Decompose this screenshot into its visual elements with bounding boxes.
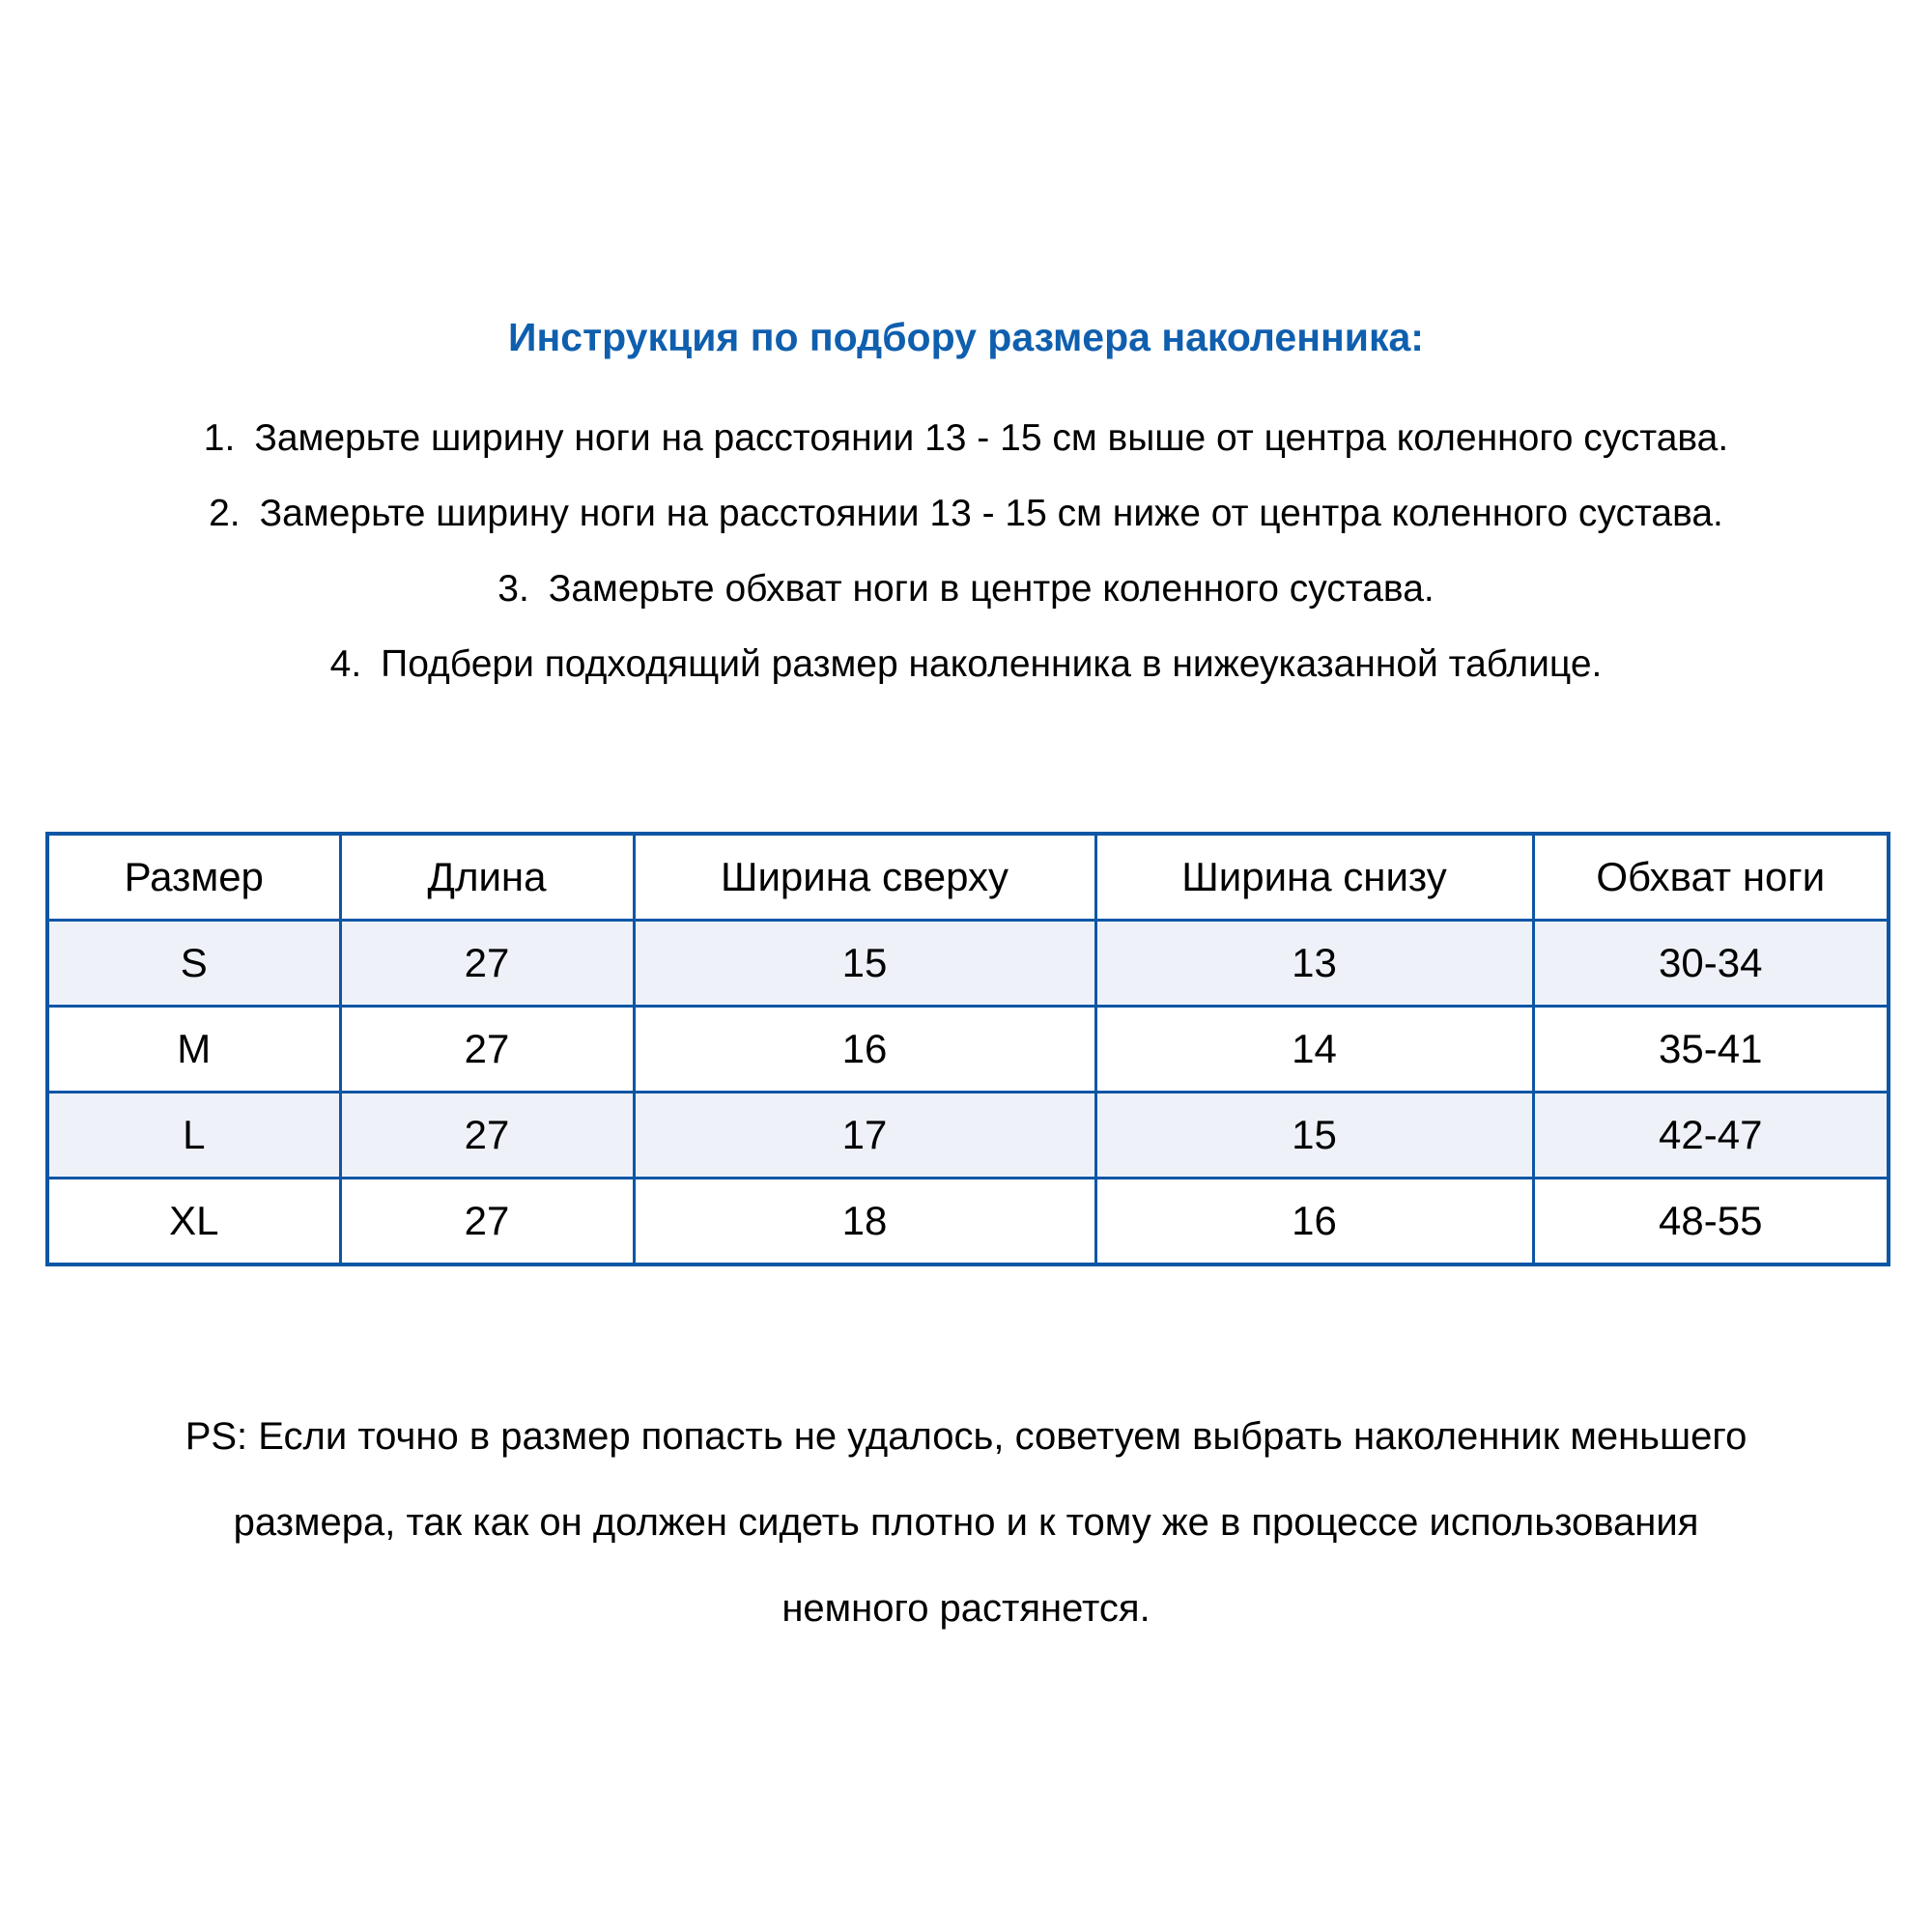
list-item — [0, 401, 1932, 476]
table-cell: M — [47, 1007, 340, 1093]
ps-line: немного растянется. — [781, 1587, 1151, 1630]
table-cell: L — [47, 1093, 340, 1179]
table-cell: S — [47, 921, 340, 1007]
table-cell: 35-41 — [1533, 1007, 1889, 1093]
list-item — [0, 627, 1932, 702]
table-cell: 13 — [1095, 921, 1533, 1007]
table-cell: 14 — [1095, 1007, 1533, 1093]
table-cell: 27 — [340, 921, 634, 1007]
list-item-text: Подбери подходящий размер наколенника в нижеуказанной таблице. — [381, 643, 1603, 685]
table-header-cell: Ширина сверху — [634, 834, 1095, 921]
table-cell: 27 — [340, 1179, 634, 1265]
table-row — [47, 921, 1889, 1007]
table-cell: 42-47 — [1533, 1093, 1889, 1179]
table-cell: 17 — [634, 1093, 1095, 1179]
table-header-cell: Длина — [340, 834, 634, 921]
list-item-text: Замерьте ширину ноги на расстоянии 13 - 15 см ниже от центра коленного сустава. — [259, 493, 1723, 534]
table-cell: XL — [47, 1179, 340, 1265]
table-cell: 27 — [340, 1093, 634, 1179]
instruction-list — [0, 401, 1932, 702]
ps-line: размера, так как он должен сидеть плотно и к тому же в процессе использования — [233, 1501, 1699, 1544]
list-item-text: Замерьте ширину ноги на расстоянии 13 - 15 см выше от центра коленного сустава. — [254, 417, 1729, 459]
list-item — [0, 476, 1932, 552]
table-header-cell: Ширина снизу — [1095, 834, 1533, 921]
ps-line: PS: Если точно в размер попасть не удалось, советуем выбрать наколенник меньшего — [185, 1415, 1747, 1458]
list-item-text: Замерьте обхват ноги в центре коленного сустава. — [548, 568, 1435, 610]
list-item-number: 3. — [497, 568, 529, 610]
table-cell: 15 — [1095, 1093, 1533, 1179]
table-row — [47, 1093, 1889, 1179]
table-header-cell: Обхват ноги — [1533, 834, 1889, 921]
size-table — [45, 832, 1890, 1266]
table-cell: 16 — [1095, 1179, 1533, 1265]
table-cell: 30-34 — [1533, 921, 1889, 1007]
table-row — [47, 1179, 1889, 1265]
table-cell: 15 — [634, 921, 1095, 1007]
page-title: Инструкция по подбору размера наколенника: — [508, 315, 1424, 359]
table-cell: 27 — [340, 1007, 634, 1093]
list-item-number: 1. — [203, 417, 236, 459]
table-cell: 48-55 — [1533, 1179, 1889, 1265]
list-item-number: 2. — [209, 493, 241, 534]
list-item-number: 4. — [329, 643, 362, 685]
table-cell: 16 — [634, 1007, 1095, 1093]
table-cell: 18 — [634, 1179, 1095, 1265]
list-item — [0, 552, 1932, 627]
table-row — [47, 1007, 1889, 1093]
table-header-cell: Размер — [47, 834, 340, 921]
ps-note — [0, 1394, 1932, 1652]
table-header-row — [47, 834, 1889, 921]
